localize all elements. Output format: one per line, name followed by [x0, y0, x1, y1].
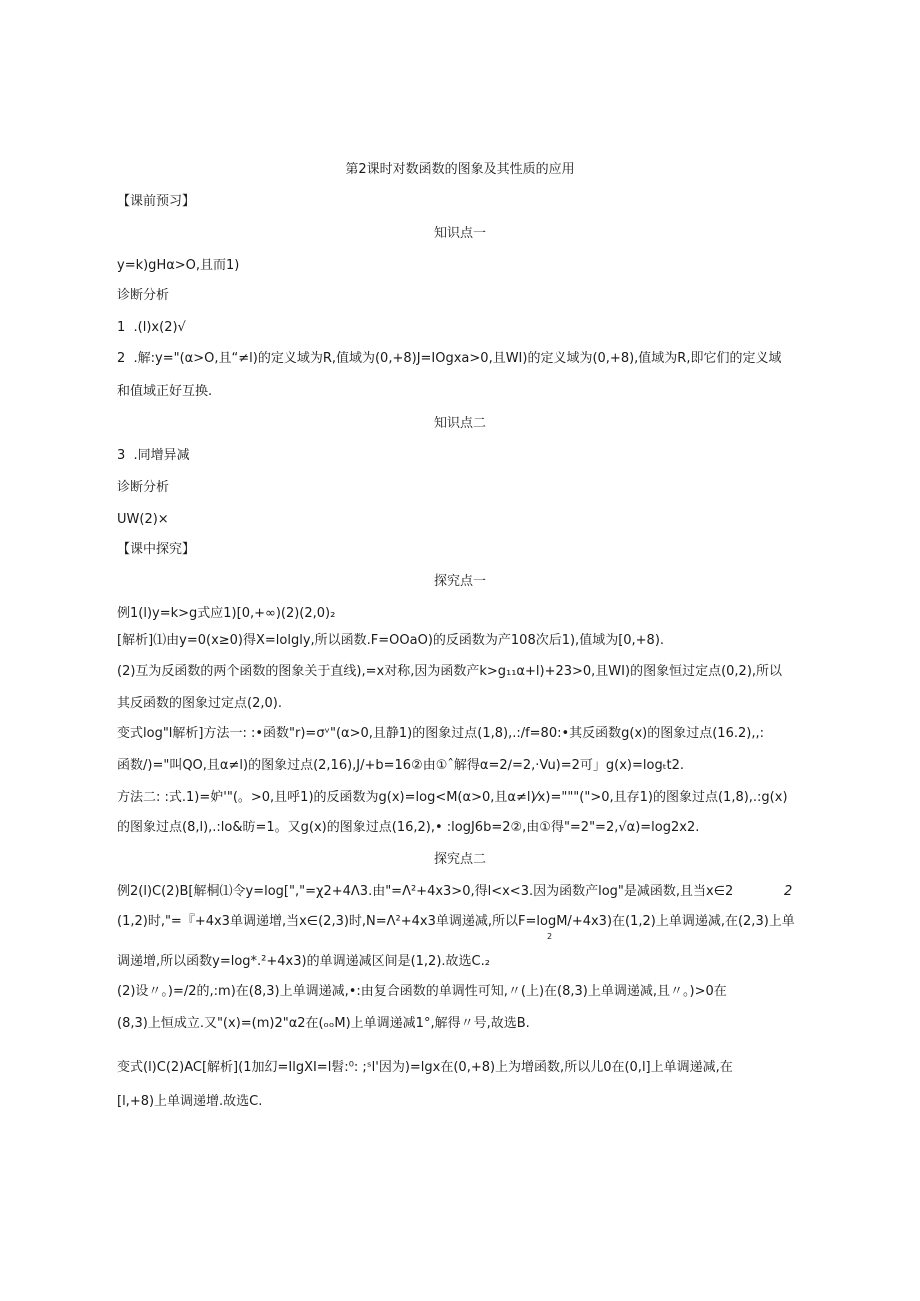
- knowledge-point-heading: 知识点一: [433, 226, 486, 241]
- variant-line: 方法二: :式.1)=妒'"(。>0,且呼1)的反函数为g(x)=log<M(α>0,且α≠l)⁄x)="""(">0,且存1)的图象过点(1,8),.:g(x): [117, 790, 788, 805]
- variant-line: 的图象过点(8,l),.:lo&昉=1。又g(x)的图象过点(16,2),• :logJ6b=2②,由①得"=2"=2,√α)=log2x2.: [117, 820, 700, 835]
- diagnosis-label: 诊断分析: [117, 480, 170, 495]
- example-fraction-numerator: 2: [784, 884, 793, 899]
- example-line: 例1(l)y=k>g式应1)[0,+∞)(2)(2,0)₂: [117, 606, 336, 621]
- explore-point-heading: 探究点一: [433, 574, 486, 589]
- page-title: 第2课时对数函数的图象及其性质的应用: [345, 162, 575, 177]
- variant-line: 变式(l)C(2)AC[解析](1加幻=IlgXI=l髫:⁰: ;ˢl'因为)=lgx在(0,+8)上为增函数,所以儿0在(0,l]上单调递减,在: [117, 1060, 733, 1075]
- example-line: (8,3)上恒成立.又"(x)=(m)2"α2在(ₒₒM)上单调递减1°,解得〃号,故选B.: [117, 1016, 530, 1031]
- knowledge-point-heading: 知识点二: [433, 416, 486, 431]
- answer-line: y=k)gHα>O,且而1): [117, 258, 240, 273]
- variant-line: [l,+8)上单调递增.故选C.: [117, 1094, 263, 1109]
- answer-line: UW(2)×: [117, 512, 169, 527]
- explore-point-heading: 探究点二: [433, 852, 486, 867]
- example-line: 例2(l)C(2)B[解桐⑴令y=log[","=χ2+4Λ3.由"=Λ²+4x3>0,得l<x<3.因为函数产log"是减函数,且当x∈2: [117, 884, 734, 899]
- section-heading-explore: 【课中探究】: [117, 542, 196, 557]
- answer-line: 和值域正好互换.: [117, 384, 213, 399]
- variant-line: 函数/)="叫QO,且α≠l)的图象过点(2,16),J/+b=16②由①ˆ解得α=2∕=2,·Vu)=2可」g(x)=logₜt2.: [117, 758, 685, 773]
- example-subscript: 2: [547, 932, 553, 941]
- diagnosis-label: 诊断分析: [117, 288, 170, 303]
- variant-line: 变式log"l解析]方法一: :•函数"r)=σᵛ"(α>0,且静1)的图象过点(1,8),.:/f=80:•其反函数g(x)的图象过点(16.2),,:: [117, 726, 764, 741]
- answer-line: 2 .解:y="(α>O,且“≠l)的定义域为R,值域为(0,+8)J=IOgxa>0,且WI)的定义域为(0,+8),值域为R,即它们的定义域: [117, 351, 782, 366]
- section-heading-preview: 【课前预习】: [117, 194, 196, 209]
- example-line: (1,2)时,"=『+4x3单调递增,当x∈(2,3)时,N=Λ²+4x3单调递减,所以F=logM/+4x3)在(1,2)上单调递减,在(2,3)上单: [117, 914, 795, 929]
- example-line: 调递增,所以函数y=log*.²+4x3)的单调递减区间是(1,2).故选C.₂: [117, 954, 490, 969]
- answer-line: 1 .(l)x(2)√: [117, 320, 186, 335]
- example-line: (2)互为反函数的两个函数的图象关于直线),=x对称,因为函数产k>g₁₁α+l)+23>0,且WI)的图象恒过定点(0,2),所以: [117, 664, 783, 679]
- example-line: (2)设〃。)=/2的,:m)在(8,3)上单调递减,•:由复合函数的单调性可知,〃(上)在(8,3)上单调递减,且〃。)>0在: [117, 984, 727, 999]
- example-line: 其反函数的图象过定点(2,0).: [117, 696, 282, 711]
- example-line: [解析]⑴由y=0(x≥0)得X=lolgly,所以函数.F=OOaO)的反函数为产108次后1),值域为[0,+8).: [117, 633, 665, 648]
- answer-line: 3 .同增异减: [117, 448, 190, 463]
